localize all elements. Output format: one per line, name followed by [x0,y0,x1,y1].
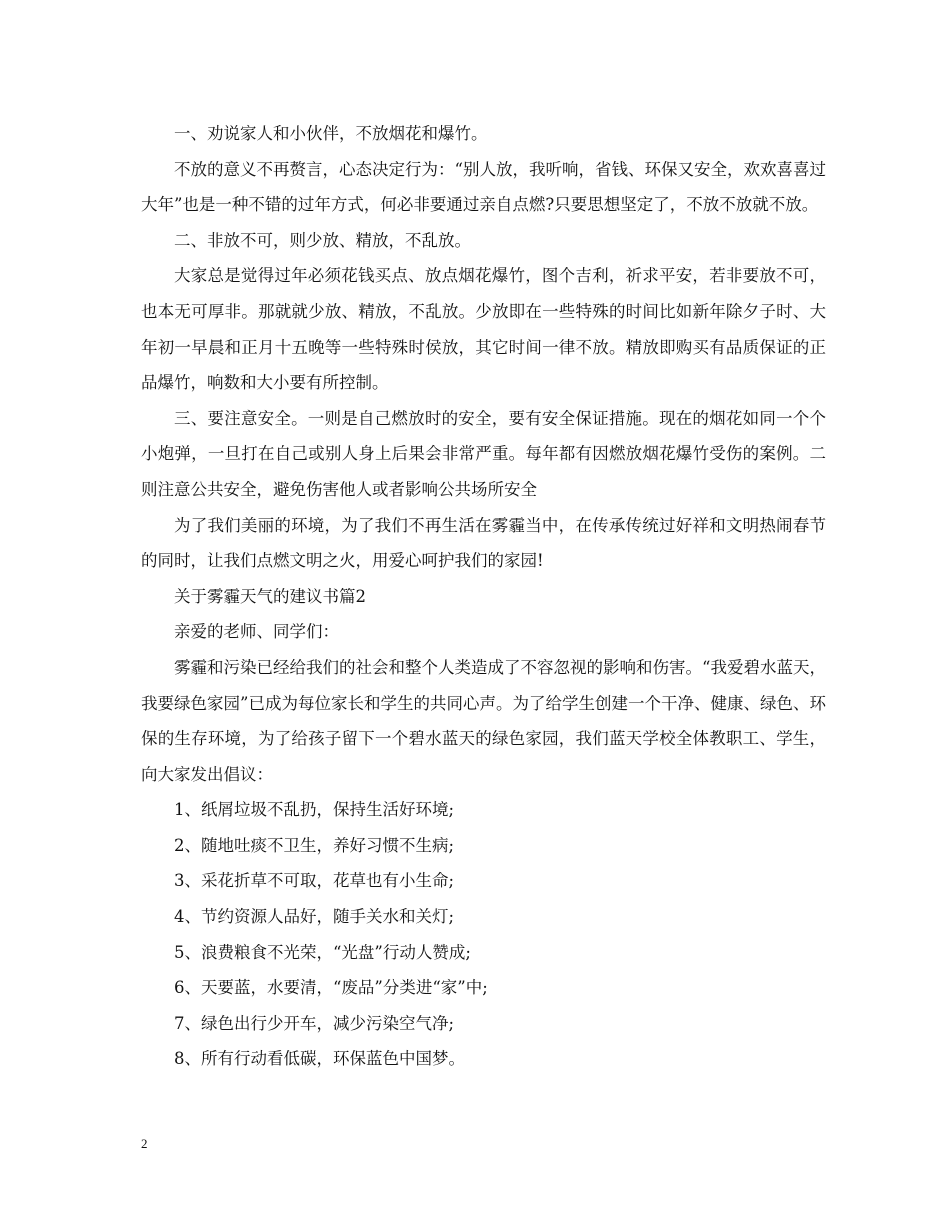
page-number: 2 [141,1136,148,1151]
paragraph-5: 三、要注意安全。一则是自己燃放时的安全，要有安全保证措施。现在的烟花如同一个个小炮弹，一旦打在自己或别人身上后果会非常严重。每年都有因燃放烟花爆竹受伤的案例。二则注意公共安全，避免伤害他人或者影响公共场所安全 [141,408,826,499]
document-body [141,116,826,1077]
list-item-2: 2、随地吐痰不卫生，养好习惯不生病; [174,835,455,855]
section-heading: 关于雾霾天气的建议书篇2 [174,586,366,606]
list-item-4: 4、节约资源人品好，随手关水和关灯; [174,907,455,927]
paragraph-3: 二、非放不可，则少放、精放，不乱放。 [174,230,471,250]
paragraph-9: 雾霾和污染已经给我们的社会和整个人类造成了不容忽视的影响和伤害。“我爱碧水蓝天，我要绿色家园”已成为每位家长和学生的共同心声。为了给学生创建一个干净、健康、绿色、环保的生存环境，为了给孩子留下一个碧水蓝天的绿色家园，我们蓝天学校全体教职工、学生，向大家发出倡议： [141,657,826,784]
list-item-7: 7、绿色出行少开车，减少污染空气净; [174,1013,455,1033]
list-item-5: 5、浪费粮食不光荣，“光盘”行动人赞成; [174,942,471,962]
salutation: 亲爱的老师、同学们： [174,622,339,642]
list-item-8: 8、所有行动看低碳，环保蓝色中国梦。 [174,1049,465,1069]
paragraph-6: 为了我们美丽的环境，为了我们不再生活在雾霾当中，在传承传统过好祥和文明热闹春节的同时，让我们点燃文明之火，用爱心呵护我们的家园! [141,515,826,571]
paragraph-2: 不放的意义不再赘言，心态决定行为：“别人放，我听响，省钱、环保又安全，欢欢喜喜过大年”也是一种不错的过年方式，何必非要通过亲自点燃?只要思想坚定了，不放不放就不放。 [141,159,826,215]
paragraph-4: 大家总是觉得过年必须花钱买点、放点烟花爆竹，图个吉利，祈求平安，若非要放不可，也本无可厚非。那就就少放、精放，不乱放。少放即在一些特殊的时间比如新年除夕子时、大年初一早晨和正月十五晚等一些特殊时侯放，其它时间一律不放。精放即购买有品质保证的正品爆竹，响数和大小要有所控制。 [141,266,826,393]
paragraph-1: 一、劝说家人和小伙伴，不放烟花和爆竹。 [174,124,488,143]
list-item-1: 1、纸屑垃圾不乱扔，保持生活好环境; [174,800,455,820]
list-item-3: 3、采花折草不可取，花草也有小生命; [174,871,455,891]
list-item-6: 6、天要蓝，水要清，“废品”分类进“家”中; [174,978,488,998]
